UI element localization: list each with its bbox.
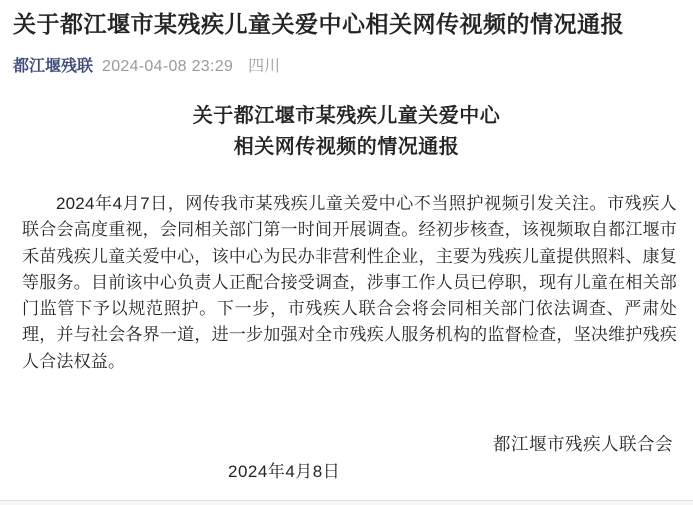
notice-title <box>0 101 693 163</box>
post-location: 四川 <box>248 58 281 75</box>
notice-title-line2: 相关网传视频的情况通报 <box>233 136 460 158</box>
bottom-edge-strip <box>0 500 693 505</box>
post-headline: 关于都江堰市某残疾儿童关爱中心相关网传视频的情况通报 <box>13 11 624 37</box>
notice-body: 2024年4月7日，网传我市某残疾儿童关爱中心不当照护视频引发关注。市残疾人联合会高度重视，会同相关部门第一时间开展调查。经初步核查，该视频取自都江堰市禾苗残疾儿童关爱中心，该中心为民办非营利性企业，主要为残疾儿童提供照料、康复等服务。目前该中心负责人正配合接受调查，涉事工作人员已停职，现有儿童在相关部门监管下予以规范照护。下一步，市残疾人联合会将会同相关部门依法调查、严肃处理，并与社会各界一道，进一步加强对全市残疾人服务机构的监督检查，坚决维护残疾人合法权益。 <box>22 194 677 371</box>
post-timestamp: 2024-04-08 23:29 <box>102 58 234 75</box>
notice-title-line1: 关于都江堰市某残疾儿童关爱中心 <box>192 105 501 127</box>
byline <box>13 56 280 77</box>
author-link[interactable]: 都江堰残联 <box>13 58 94 75</box>
notice-signature: 都江堰市残疾人联合会 <box>493 434 673 454</box>
notice-date: 2024年4月8日 <box>228 462 341 481</box>
